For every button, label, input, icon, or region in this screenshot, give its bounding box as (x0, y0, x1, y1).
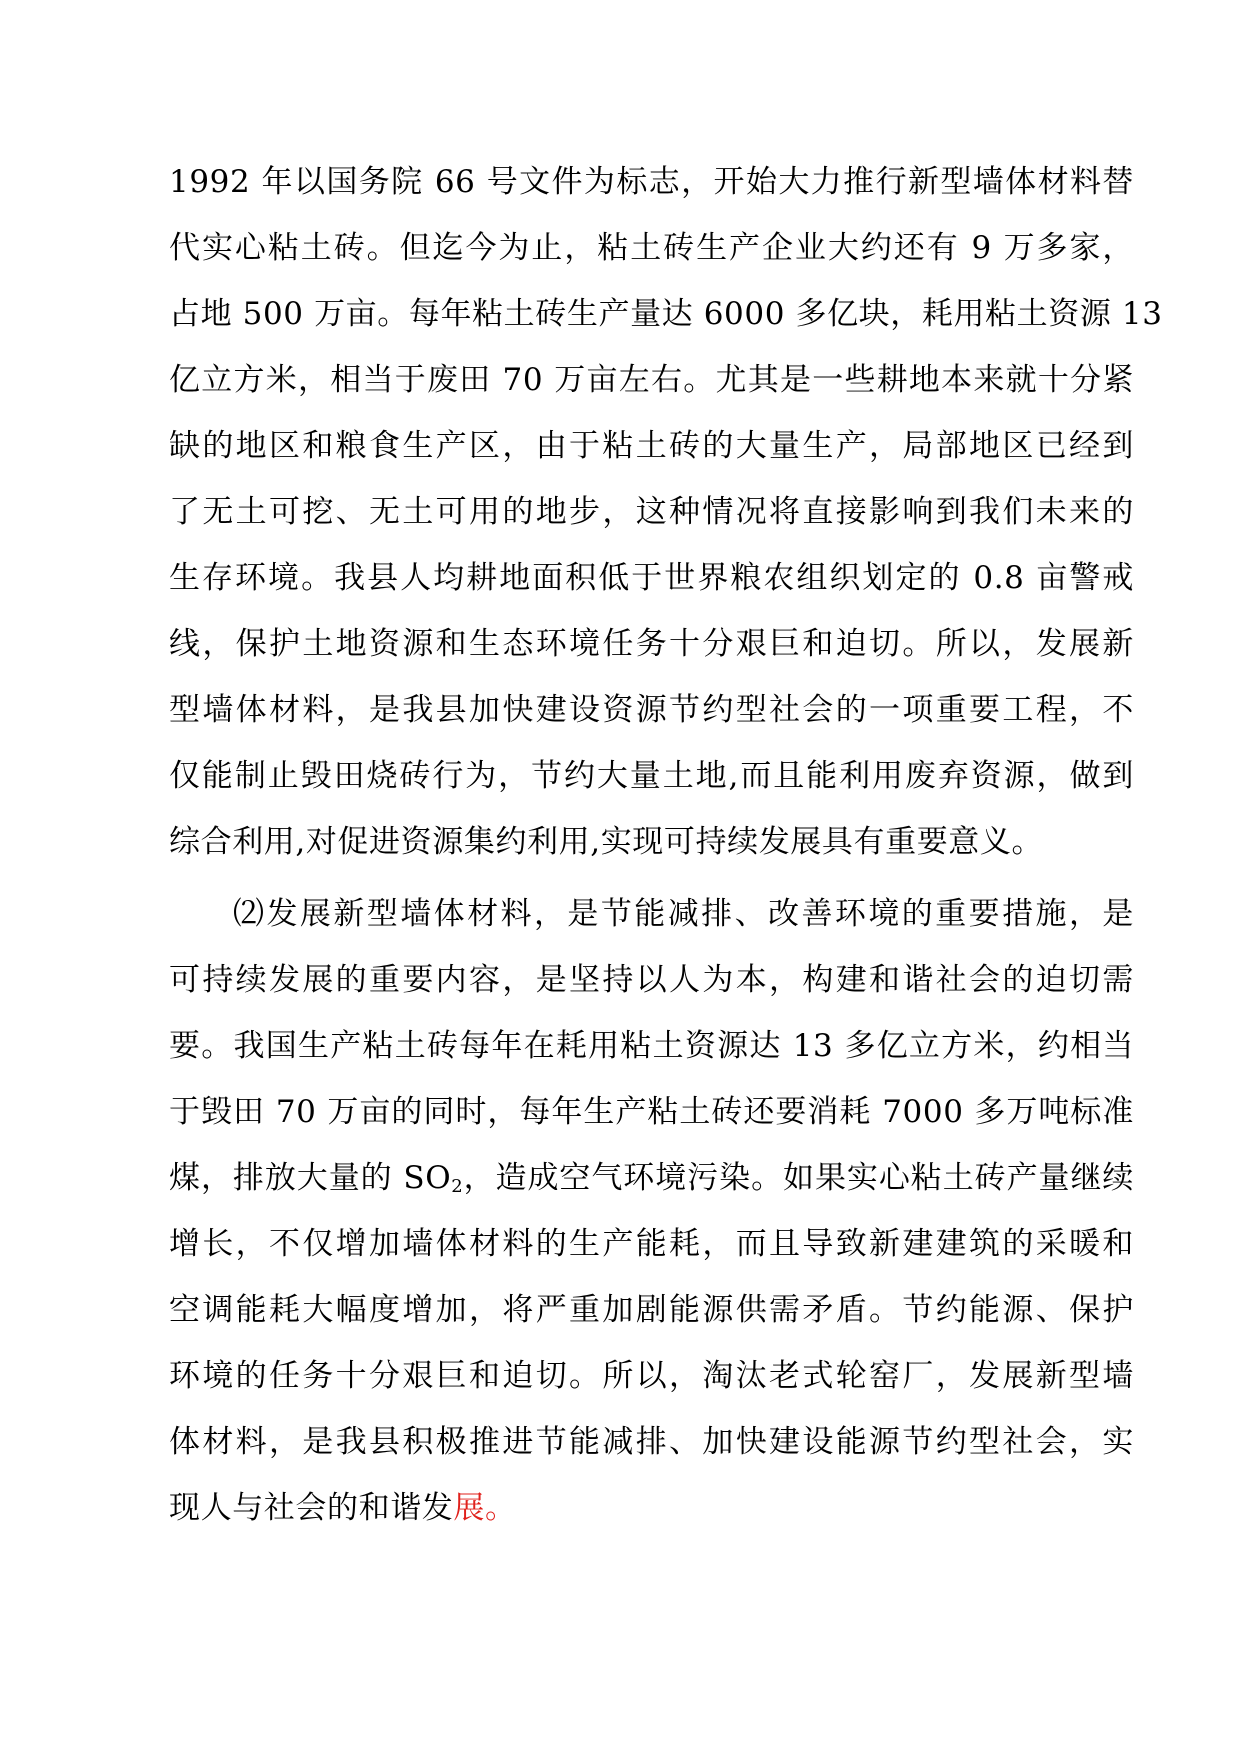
paragraph-2-line-8: 环境的任务十分艰巨和迫切。所以，淘汰老式轮窑厂，发展新型墙 (169, 1358, 1134, 1394)
paragraph-1-line-10: 仅能制止毁田烧砖行为，节约大量土地,而且能利用废弃资源，做到 (169, 758, 1134, 794)
paragraph-1-line-1: 1992 年以国务院 66 号文件为标志，开始大力推行新型墙体材料替 (169, 164, 1134, 200)
paragraph-2-line-5-end: ，造成空气环境污染。如果实心粘土砖产量继续 (463, 1160, 1134, 1196)
paragraph-1-line-11: 综合利用,对促进资源集约利用,实现可持续发展具有重要意义。 (169, 824, 1044, 860)
paragraph-1-line-6: 了无土可挖、无土可用的地步，这种情况将直接影响到我们未来的 (169, 494, 1134, 530)
paragraph-2-line-1: ⑵发展新型墙体材料，是节能减排、改善环境的重要措施，是 (233, 896, 1134, 932)
paragraph-2-line-5-start: 煤，排放大量的 SO (169, 1160, 452, 1196)
paragraph-2-line-5 (169, 1148, 1134, 1208)
paragraph-2-line-6: 增长，不仅增加墙体材料的生产能耗，而且导致新建建筑的采暖和 (169, 1226, 1134, 1262)
paragraph-1-line-4: 亿立方米，相当于废田 70 万亩左右。尤其是一些耕地本来就十分紧 (169, 362, 1134, 398)
paragraph-2-line-10 (169, 1478, 1134, 1538)
paragraph-1-line-3: 占地 500 万亩。每年粘土砖生产量达 6000 多亿块，耗用粘土资源 13 (169, 296, 1163, 332)
red-highlight-text: 展。 (453, 1490, 517, 1526)
paragraph-2-line-7: 空调能耗大幅度增加，将严重加剧能源供需矛盾。节约能源、保护 (169, 1292, 1134, 1328)
paragraph-1-line-8: 线，保护土地资源和生态环境任务十分艰巨和迫切。所以，发展新 (169, 626, 1134, 662)
paragraph-2-line-3: 要。我国生产粘土砖每年在耗用粘土资源达 13 多亿立方米，约相当 (169, 1028, 1134, 1064)
paragraph-1-line-9: 型墙体材料，是我县加快建设资源节约型社会的一项重要工程，不 (169, 692, 1134, 728)
paragraph-1-line-7: 生存环境。我县人均耕地面积低于世界粮农组织划定的 0.8 亩警戒 (169, 560, 1134, 596)
paragraph-2-line-2: 可持续发展的重要内容，是坚持以人为本，构建和谐社会的迫切需 (169, 962, 1134, 998)
paragraph-1-line-2: 代实心粘土砖。但迄今为止，粘土砖生产企业大约还有 9 万多家， (169, 230, 1134, 266)
paragraph-1-line-5: 缺的地区和粮食生产区，由于粘土砖的大量生产，局部地区已经到 (169, 428, 1134, 464)
paragraph-2-line-9: 体材料，是我县积极推进节能减排、加快建设能源节约型社会，实 (169, 1424, 1134, 1460)
paragraph-2-line-4: 于毁田 70 万亩的同时，每年生产粘土砖还要消耗 7000 多万吨标准 (169, 1094, 1134, 1130)
paragraph-2-line-10-text: 现人与社会的和谐发 (169, 1490, 454, 1526)
so2-subscript: 2 (451, 1176, 464, 1197)
